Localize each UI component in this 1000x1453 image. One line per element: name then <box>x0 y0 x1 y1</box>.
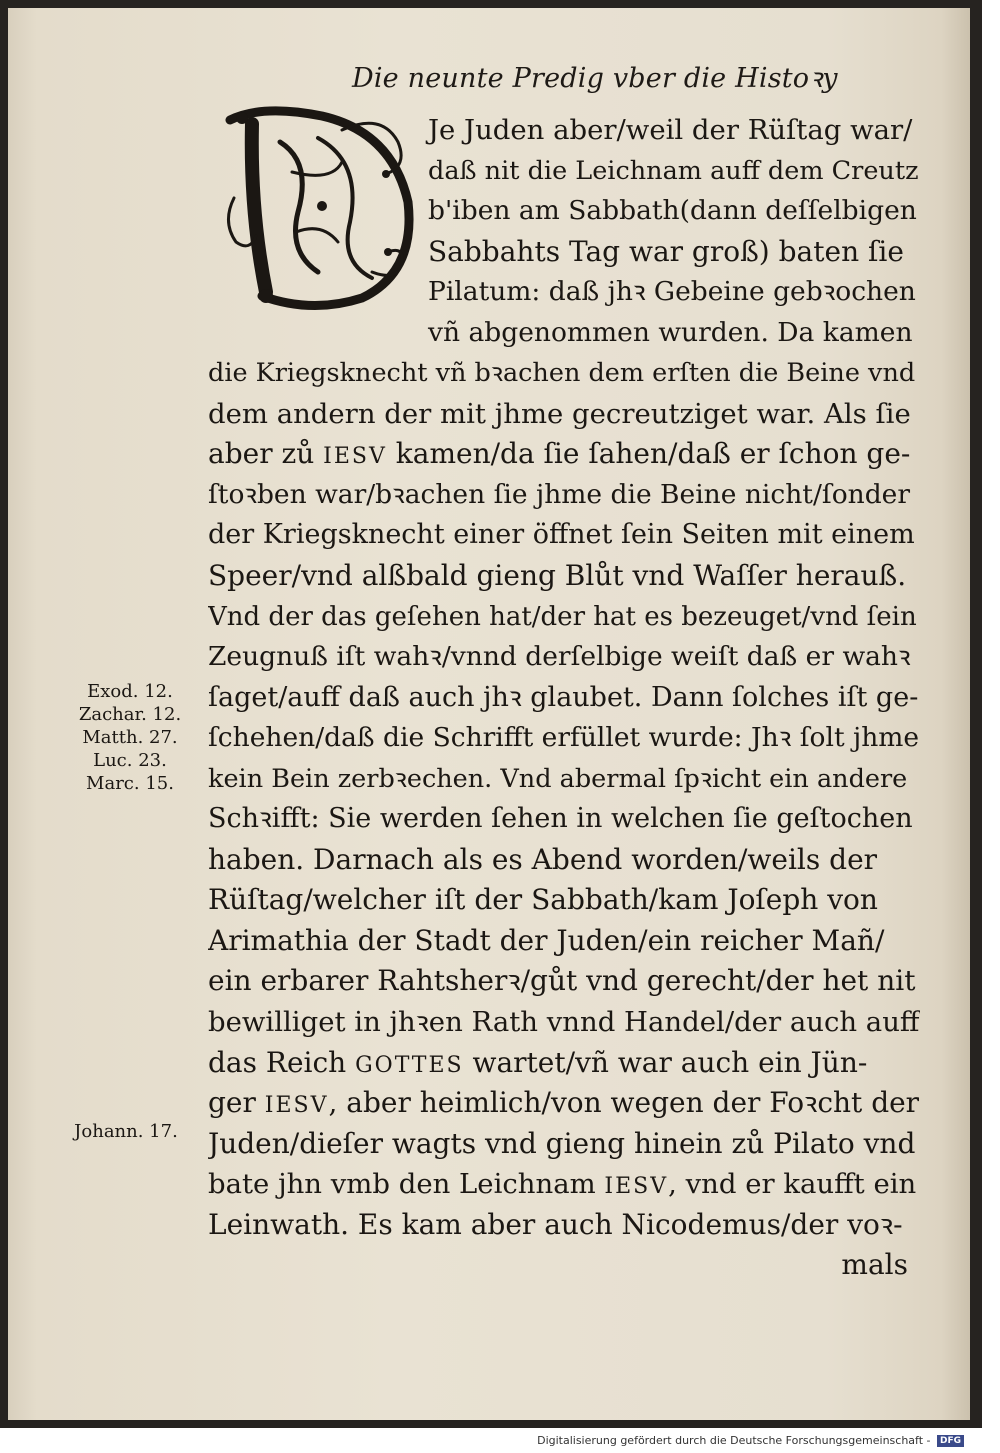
text-segment: kamen/da ſie ſahen/daß er ſchon ge- <box>386 437 911 471</box>
text-segment: Juden/dieſer wagts vnd gieng hinein zů Pilato vnd <box>208 1126 916 1160</box>
text-line <box>208 394 920 435</box>
text-line <box>208 961 920 1002</box>
margin-note: Matth. 27. <box>82 727 178 748</box>
text-line <box>208 799 920 840</box>
text-line <box>208 1205 920 1246</box>
text-segment: , vnd er kaufft ein <box>668 1168 917 1201</box>
text-segment: die Kriegsknecht vñ bꝛachen dem erſten die Beine vnd <box>208 358 916 389</box>
text-segment: ſaget/auff daß auch jhꝛ glaubet. Dann ſolches iſt ge- <box>208 681 919 713</box>
digitization-credit <box>537 1434 964 1447</box>
text-line <box>208 840 920 881</box>
text-segment: daß nit die Leichnam auff dem Creutz <box>428 155 919 186</box>
text-segment: Zeugnuß iſt wahꝛ/vnnd derſelbige weiſt daß er wahꝛ <box>208 641 911 673</box>
running-title: Die neunte Predig vber die Histoꝛy <box>352 63 838 94</box>
nomen-sacrum: IESV <box>323 444 387 470</box>
margin-notes-references <box>70 680 190 795</box>
credit-text: Digitalisierung gefördert durch die Deutsche Forschungsgemeinschaft - <box>537 1434 931 1447</box>
text-segment: das Reich <box>208 1045 356 1079</box>
text-segment: Rüſtag/welcher iſt der Sabbath/kam Joſeph von <box>208 883 878 917</box>
text-segment: bate jhn vmb den Leichnam <box>208 1168 605 1201</box>
text-segment: bewilliget in jhꝛen Rath vnnd Handel/der auch auff <box>208 1006 920 1039</box>
nomen-sacrum: IESV <box>604 1174 669 1200</box>
text-line <box>208 597 920 638</box>
text-line <box>208 191 920 232</box>
text-line <box>208 151 920 192</box>
text-segment: b'iben am Sabbath(dann deſſelbigen <box>428 195 917 227</box>
margin-notes-johann <box>66 1120 186 1143</box>
text-line <box>208 272 920 313</box>
text-segment: ein erbarer Rahtsherꝛ/gůt vnd gerecht/der het nit <box>208 964 916 998</box>
text-line <box>208 1245 920 1286</box>
body-text <box>208 110 920 1286</box>
text-line <box>208 232 920 273</box>
text-line <box>208 556 920 597</box>
text-line <box>208 637 920 678</box>
text-line <box>208 515 920 556</box>
text-segment: Je Juden aber/weil der Rüſtag war/ <box>428 114 913 146</box>
text-line <box>208 434 920 475</box>
margin-note: Johann. 17. <box>74 1121 178 1142</box>
text-segment: Speer/vnd alßbald gieng Blůt vnd Waſſer herauß. <box>208 559 907 593</box>
text-segment: Schꝛifft: Sie werden ſehen in welchen ſie geſtochen <box>208 803 913 835</box>
text-segment: ger <box>208 1086 265 1120</box>
text-line <box>208 1164 920 1205</box>
text-line <box>208 313 920 354</box>
text-line <box>208 1083 920 1124</box>
text-segment: der Kriegsknecht einer öffnet ſein Seiten mit einem <box>208 519 915 551</box>
text-line <box>208 678 920 719</box>
text-line <box>208 1124 920 1165</box>
margin-note: Marc. 15. <box>86 773 174 794</box>
text-segment: vñ abgenommen wurden. Da kamen <box>428 316 913 348</box>
text-segment: wartet/vñ war auch ein Jün- <box>463 1045 868 1079</box>
text-line <box>208 353 920 394</box>
text-line <box>208 759 920 800</box>
text-segment: Sabbahts Tag war groß) baten ſie <box>428 234 904 268</box>
margin-note: Exod. 12. <box>87 681 173 702</box>
text-segment: Vnd der das geſehen hat/der hat es bezeuget/vnd ſein <box>208 601 917 632</box>
text-line <box>208 1043 920 1084</box>
dfg-logo: DFG <box>937 1435 964 1447</box>
text-line <box>208 718 920 759</box>
text-line <box>208 475 920 516</box>
text-segment: kein Bein zerbꝛechen. Vnd abermal ſpꝛicht ein andere <box>208 763 908 794</box>
text-segment: ſtoꝛben war/bꝛachen ſie jhme die Beine nicht/ſonder <box>208 478 911 510</box>
text-segment: haben. Darnach als es Abend worden/weils der <box>208 842 878 876</box>
text-segment: aber zů <box>208 437 324 471</box>
text-segment: dem andern der mit jhme gecreutziget war. Als ſie <box>208 397 911 430</box>
margin-note: Luc. 23. <box>93 750 167 771</box>
text-line <box>208 921 920 962</box>
text-segment: Leinwath. Es kam aber auch Nicodemus/der voꝛ- <box>208 1207 903 1241</box>
text-line <box>208 1002 920 1043</box>
text-line <box>208 110 920 151</box>
text-line <box>208 880 920 921</box>
text-segment: mals <box>841 1248 908 1282</box>
text-segment: ſchehen/daß die Schrifft erfüllet wurde: Jhꝛ ſolt jhme <box>208 722 920 754</box>
nomen-sacrum: GOTTES <box>355 1052 464 1078</box>
text-segment: Arimathia der Stadt der Juden/ein reicher Mañ/ <box>208 923 885 957</box>
text-segment: Pilatum: daß jhꝛ Gebeine gebꝛochen <box>428 276 916 308</box>
nomen-sacrum: IESV <box>264 1093 329 1119</box>
margin-note: Zachar. 12. <box>78 704 182 725</box>
text-segment: , aber heimlich/von wegen der Foꝛcht der <box>328 1086 920 1120</box>
